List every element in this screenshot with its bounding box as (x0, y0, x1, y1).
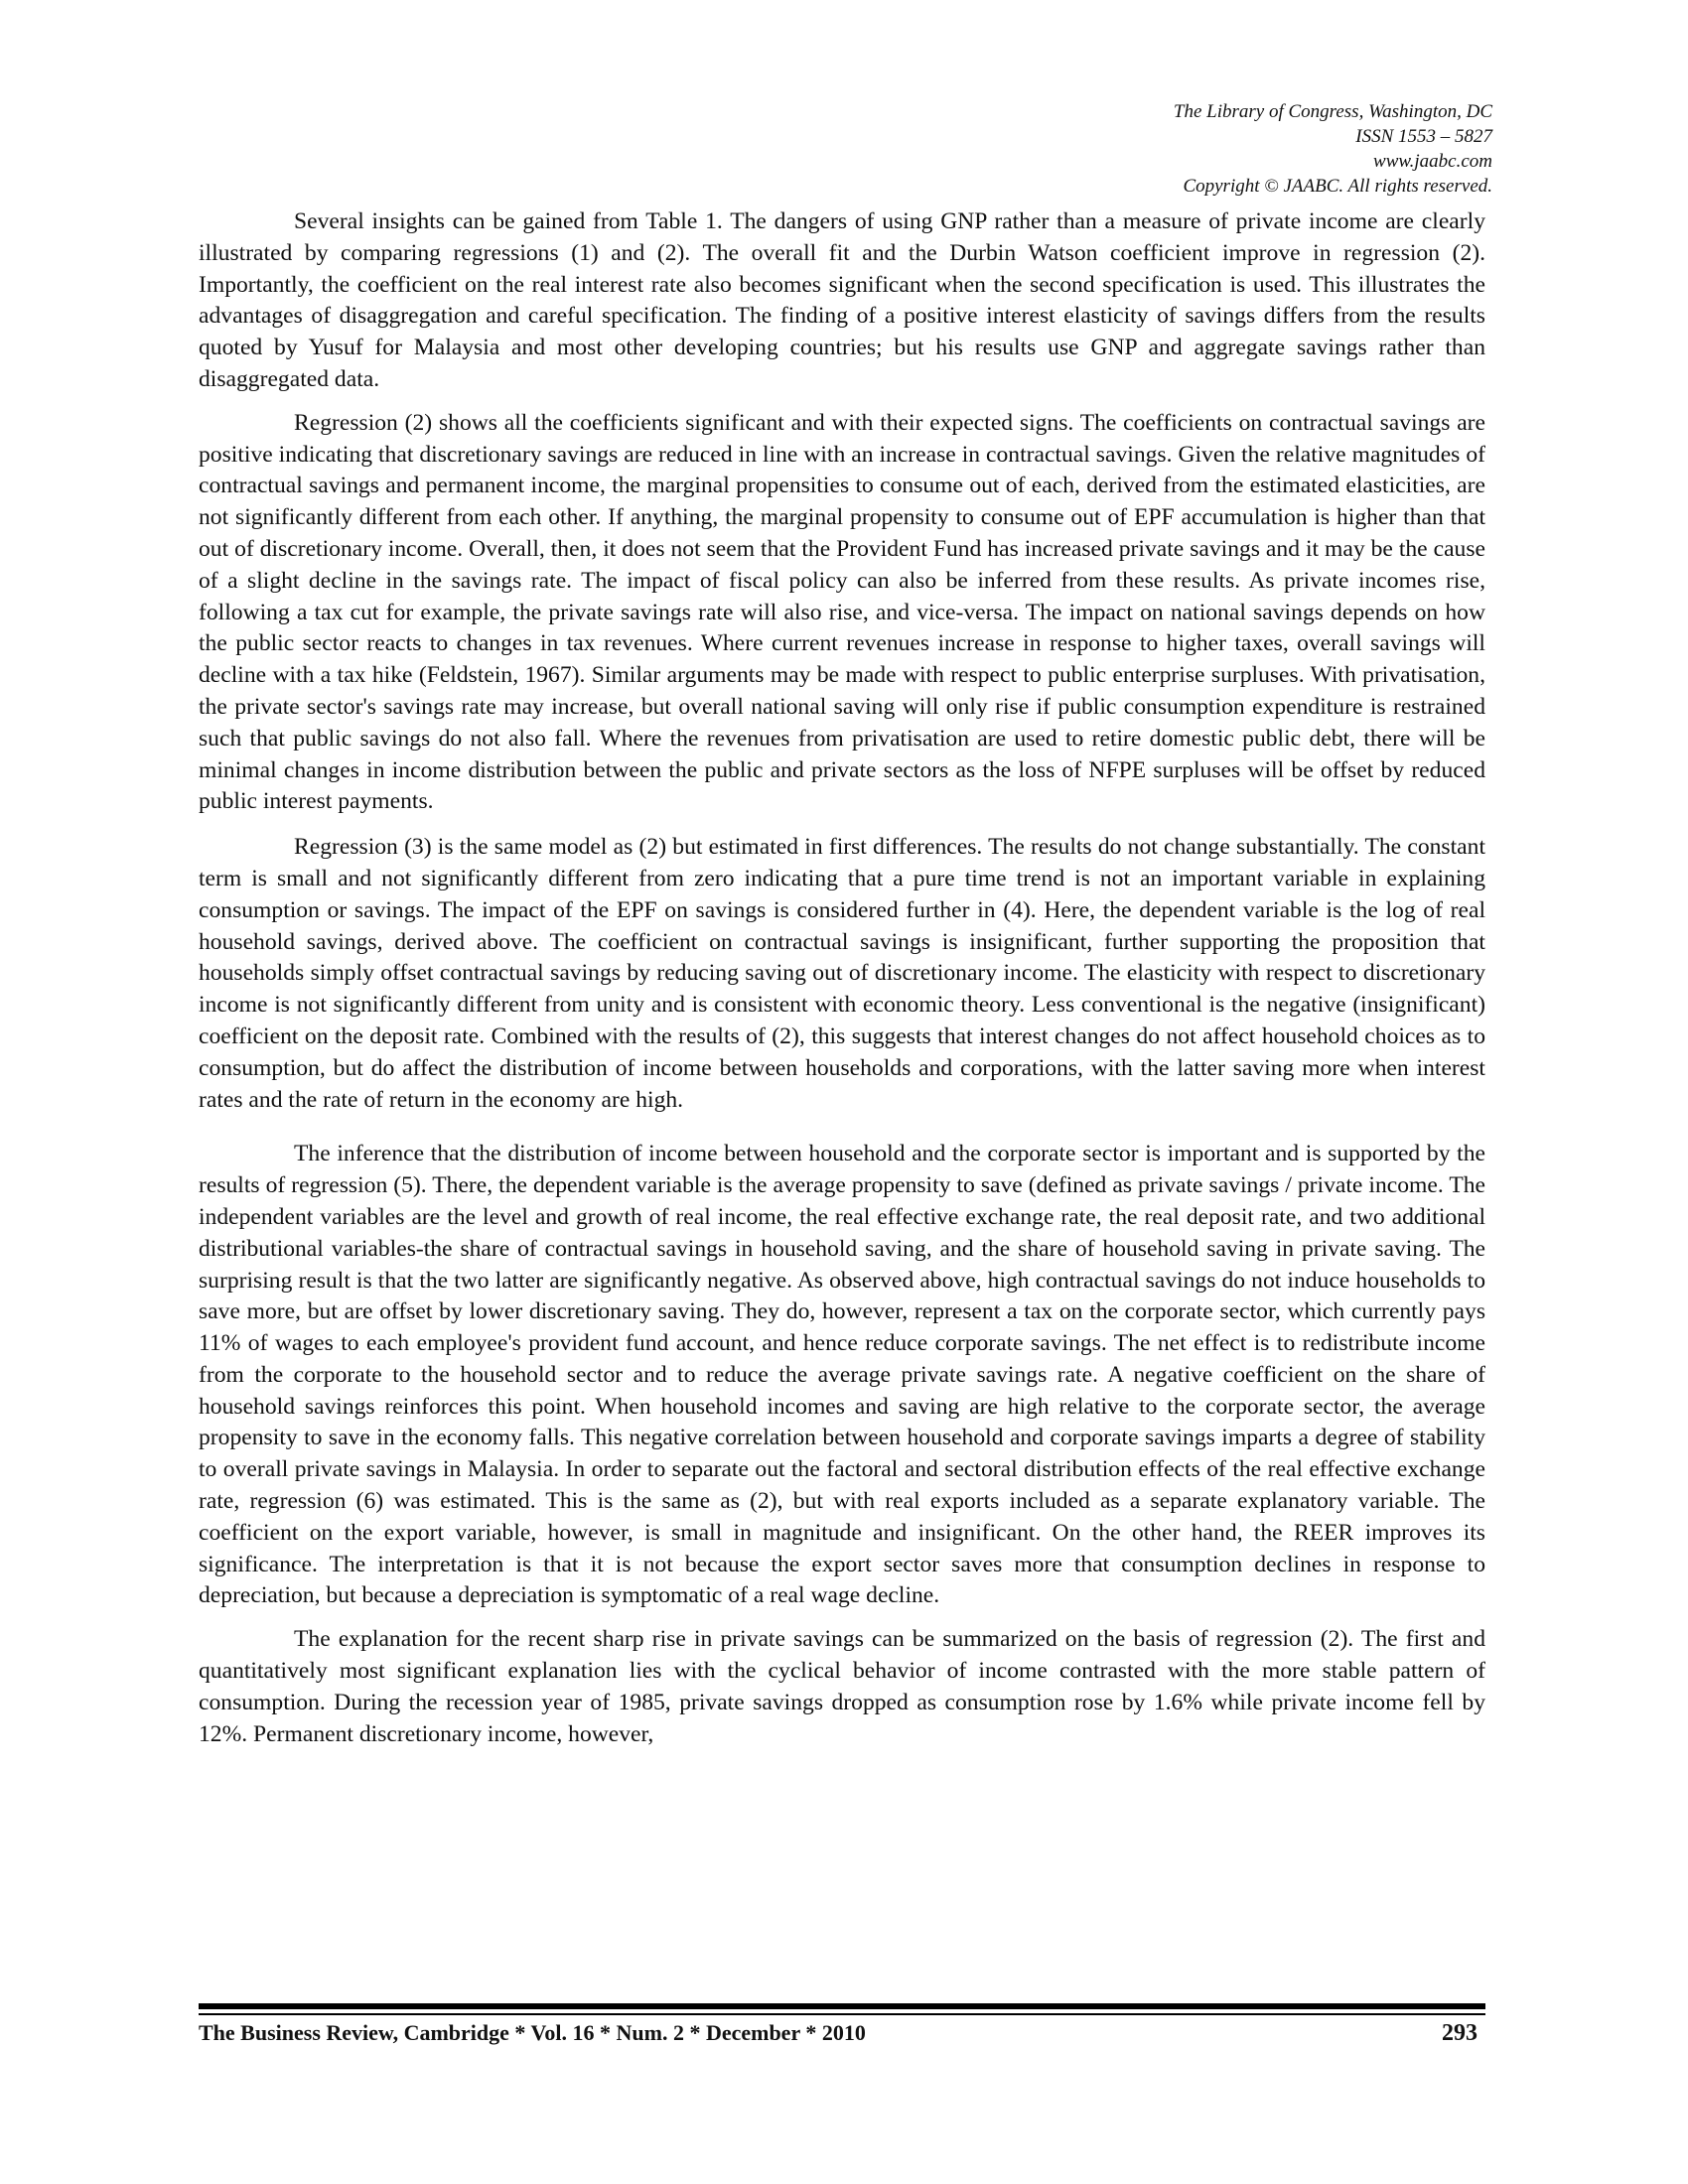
paragraph: Regression (3) is the same model as (2) but estimated in first differences. The results do not change substantially. The constant term is small and not significantly different from zero indicating that a pure time trend is not an important variable in explaining consumption or savings. The impact of the EPF on savings is considered further in (4). Here, the dependent variable is the log of real household savings, derived above. The coefficient on contractual savings is insignificant, further supporting the proposition that households simply offset contractual savings by reducing saving out of discretionary income. The elasticity with respect to discretionary income is not significantly different from unity and is consistent with economic theory. Less conventional is the negative (insignificant) coefficient on the deposit rate. Combined with the results of (2), this suggests that interest changes do not affect household choices as to consumption, but do affect the distribution of income between households and corporations, with the latter saving more when interest rates and the rate of return in the economy are high. (199, 834, 1485, 1113)
header-issn: ISSN 1553 – 5827 (1355, 126, 1492, 147)
page-footer (199, 2020, 1485, 2047)
footer-rule-thin (199, 2013, 1485, 2015)
paragraph: The inference that the distribution of income between household and the corporate sector is important and is supported by the results of regression (5). There, the dependent variable is the average propensity to save (defined as private savings / private income. The independent variables are the level and growth of real income, the real effective exchange rate, the real deposit rate, and two additional distributional variables-the share of contractual savings in household saving, and the share of household saving in private saving. The surprising result is that the two latter are significantly negative. As observed above, high contractual savings do not induce households to save more, but are offset by lower discretionary saving. They do, however, represent a tax on the corporate sector, which currently pays 11% of wages to each employee's provident fund account, and hence reduce corporate savings. The net effect is to redistribute income from the corporate to the household sector and to reduce the average private savings rate. A negative coefficient on the share of household savings reinforces this point. When household incomes and saving are high relative to the corporate sector, the average propensity to save in the economy falls. This negative correlation between household and corporate savings imparts a degree of stability to overall private savings in Malaysia. In order to separate out the factoral and sectoral distribution effects of the real effective exchange rate, regression (6) was estimated. This is the same as (2), but with real exports included as a separate explanatory variable. The coefficient on the export variable, however, is small in magnitude and insignificant. On the other hand, the REER improves its significance. The interpretation is that it is not because the export sector saves more that consumption declines in response to depreciation, but because a depreciation is symptomatic of a real wage decline. (199, 1141, 1485, 1609)
journal-header (1174, 99, 1492, 199)
header-copyright: Copyright © JAABC. All rights reserved. (1183, 176, 1492, 197)
header-library: The Library of Congress, Washington, DC (1173, 101, 1492, 122)
paragraph: Several insights can be gained from Table 1. The dangers of using GNP rather than a measure of private income are clearly illustrated by comparing regressions (1) and (2). The overall fit and the Durbin Watson coefficient improve in regression (2). Importantly, the coefficient on the real interest rate also becomes significant when the second specification is used. This illustrates the advantages of disaggregation and careful specification. The finding of a positive interest elasticity of savings differs from the results quoted by Yusuf for Malaysia and most other developing countries; but his results use GNP and aggregate savings rather than disaggregated data. (199, 208, 1485, 392)
paragraph: Regression (2) shows all the coefficients significant and with their expected signs. The coefficients on contractual savings are positive indicating that discretionary savings are reduced in line with an increase in contractual savings. Given the relative magnitudes of contractual savings and permanent income, the marginal propensities to consume out of each, derived from the estimated elasticities, are not significantly different from each other. If anything, the marginal propensity to consume out of EPF accumulation is higher than that out of discretionary income. Overall, then, it does not seem that the Provident Fund has increased private savings and it may be the cause of a slight decline in the savings rate. The impact of fiscal policy can also be inferred from these results. As private incomes rise, following a tax cut for example, the private savings rate will also rise, and vice-versa. The impact on national savings depends on how the public sector reacts to changes in tax revenues. Where current revenues increase in response to higher taxes, overall savings will decline with a tax hike (Feldstein, 1967). Similar arguments may be made with respect to public enterprise surpluses. With privatisation, the private sector's savings rate may increase, but overall national saving will only rise if public consumption expenditure is restrained such that public savings do not also fall. Where the revenues from privatisation are used to retire domestic public debt, there will be minimal changes in income distribution between the public and private sectors as the loss of NFPE surpluses will be offset by reduced public interest payments. (199, 409, 1485, 815)
header-website: www.jaabc.com (1373, 151, 1492, 172)
page-number: 293 (1442, 2020, 1477, 2046)
footer-rule-thick (199, 2003, 1485, 2009)
footer-journal-info: The Business Review, Cambridge * Vol. 16 * Num. 2 * December * 2010 (199, 2020, 866, 2045)
article-body (199, 206, 1485, 1750)
paragraph: The explanation for the recent sharp rise in private savings can be summarized on the basis of regression (2). The first and quantitatively most significant explanation lies with the cyclical behavior of income contrasted with the more stable pattern of consumption. During the recession year of 1985, private savings dropped as consumption rose by 1.6% while private income fell by 12%. Permanent discretionary income, however, (199, 1626, 1485, 1747)
